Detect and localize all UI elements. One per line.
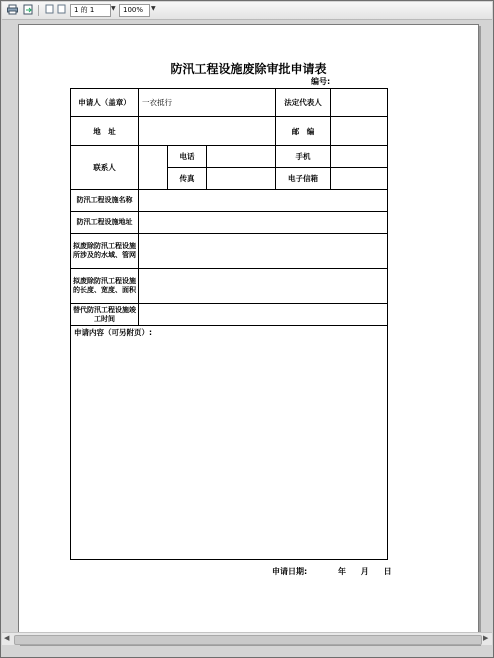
serial-number-label: 编号: — [311, 77, 331, 86]
contact-person-label: 联系人 — [71, 146, 139, 190]
page-number-field[interactable]: 1 的 1 — [70, 4, 111, 17]
zoom-field[interactable]: 100% — [119, 4, 150, 17]
horizontal-scrollbar[interactable] — [2, 632, 492, 645]
table-row — [71, 212, 388, 234]
affected-water-label: 拟废除防汛工程设施所涉及的水域、管网 — [71, 234, 139, 269]
fax-value — [207, 168, 276, 190]
contact-person-value — [139, 146, 168, 190]
toolbar-separator — [38, 5, 39, 16]
mobile-value — [331, 146, 388, 168]
fax-label: 传真 — [168, 168, 207, 190]
legal-representative-label: 法定代表人 — [276, 89, 331, 117]
scrollbar-thumb[interactable] — [14, 635, 482, 645]
month-label: 月 — [360, 567, 369, 576]
completion-time-label: 替代防汛工程设施竣工时间 — [71, 304, 139, 326]
year-label: 年 — [338, 567, 346, 576]
viewer-toolbar — [2, 2, 492, 20]
table-row — [71, 117, 388, 146]
application-date-line — [272, 566, 404, 577]
facility-address-label: 防汛工程设施地址 — [71, 212, 139, 234]
scroll-right-icon[interactable]: ▶ — [483, 634, 489, 642]
email-value — [331, 168, 388, 190]
postcode-label: 邮 编 — [276, 117, 331, 146]
application-form-table — [70, 88, 388, 560]
table-row — [71, 326, 388, 560]
zoom-dropdown-icon[interactable]: ▼ — [151, 5, 156, 12]
dimensions-value — [139, 269, 388, 304]
table-row — [71, 146, 388, 168]
email-label: 电子信箱 — [276, 168, 331, 190]
legal-representative-value — [331, 89, 388, 117]
application-date-label: 申请日期: — [272, 567, 308, 576]
page-dropdown-icon[interactable]: ▼ — [111, 5, 116, 12]
mobile-label: 手机 — [276, 146, 331, 168]
address-label: 地 址 — [71, 117, 139, 146]
applicant-label: 申请人（盖章） — [71, 89, 139, 117]
next-page-icon[interactable] — [56, 4, 68, 16]
affected-water-value — [139, 234, 388, 269]
completion-time-value — [139, 304, 388, 326]
facility-address-value — [139, 212, 388, 234]
application-content-label: 申请内容（可另附页）: — [74, 328, 152, 337]
facility-name-value — [139, 190, 388, 212]
table-row — [71, 190, 388, 212]
report-page — [18, 24, 479, 644]
facility-name-label: 防汛工程设施名称 — [71, 190, 139, 212]
print-icon[interactable] — [6, 4, 18, 16]
address-value — [139, 117, 276, 146]
previous-page-icon[interactable] — [44, 4, 56, 16]
phone-value — [207, 146, 276, 168]
applicant-value: 一衣抵行 — [139, 89, 276, 117]
day-label: 日 — [383, 567, 392, 576]
scroll-left-icon[interactable]: ◀ — [4, 634, 10, 642]
postcode-value — [331, 117, 388, 146]
table-row — [71, 269, 388, 304]
table-row — [71, 89, 388, 117]
table-row — [71, 304, 388, 326]
document-viewport — [2, 20, 492, 632]
form-title: 防汛工程设施废除审批申请表 — [170, 62, 327, 76]
dimensions-label: 拟废除防汛工程设施的长度、宽度、面积 — [71, 269, 139, 304]
table-row — [71, 234, 388, 269]
phone-label: 电话 — [168, 146, 207, 168]
application-content-area — [71, 326, 388, 560]
export-icon[interactable] — [22, 4, 34, 16]
